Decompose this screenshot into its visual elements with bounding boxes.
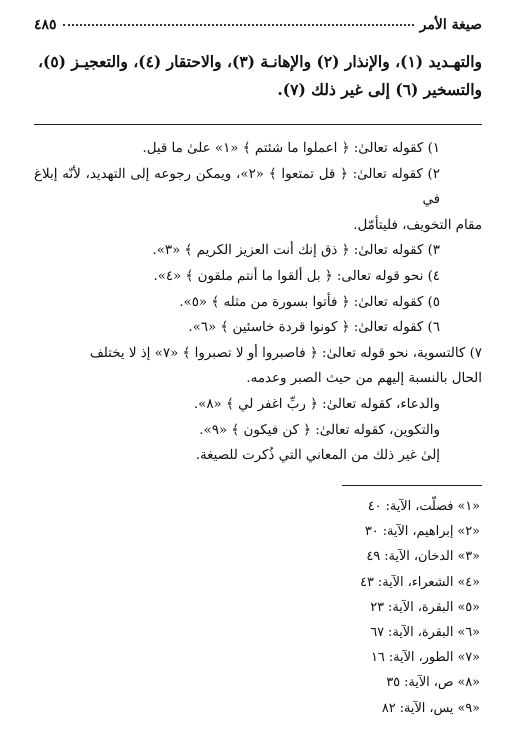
reference-7: «٧» الطور، الآية: ١٦ — [371, 650, 480, 666]
note-supplication: والدعاء، كقوله تعالىٰ: ﴿ ربِّ اغفر لي ﴾ «٨». — [193, 396, 440, 412]
references-separator — [342, 485, 482, 486]
running-title: صيغة الأمر — [419, 17, 482, 33]
reference-6: «٦» البقرة، الآية: ٦٧ — [370, 625, 480, 641]
author-notes — [34, 136, 482, 469]
note-4: ٤) نحو قوله تعالى: ﴿ بل ألقوا ما أنتم ملقون ﴾ «٤». — [153, 268, 440, 284]
note-1: ١) كقوله تعالىٰ: ﴿ اعملوا ما شئتم ﴾ «١» علىٰ ما قيل. — [142, 141, 440, 156]
page-header — [34, 14, 482, 36]
reference-8: «٨» ص، الآية: ٣٥ — [386, 675, 480, 691]
note-2: ٢) كقوله تعالىٰ: ﴿ قل تمتعوا ﴾ «٢»، ويمكن رجوعه إلى التهديد، لأنّه إبلاغ في — [34, 166, 440, 208]
reference-2: «٢» إبراهيم، الآية: ٣٠ — [364, 524, 480, 540]
note-6: ٦) كقوله تعالىٰ: ﴿ كونوا قردة خاسئين ﴾ «٦». — [188, 320, 440, 336]
notes-separator — [34, 124, 482, 125]
main-text-line-1: والتهـديد (١)، والإنذار (٢) والإهانـة (٣)، والاحتقار (٤)، والتعجيـز (٥)، — [37, 52, 482, 71]
note-7: ٧) كالتسوية، نحو قوله تعالىٰ: ﴿ فاصبروا أو لا تصبروا ﴾ «٧» إذ لا يختلف — [89, 345, 482, 361]
leader-dots — [63, 24, 414, 26]
main-text-line-2: والتسخير (٦) إلى غير ذلك (٧). — [277, 80, 482, 99]
note-3: ٣) كقوله تعالىٰ: ﴿ ذق إنك أنت العزيز الكريم ﴾ «٣». — [152, 243, 440, 259]
reference-9: «٩» يس، الآية: ٨٢ — [381, 700, 480, 716]
page-number: ٤٨٥ — [34, 17, 57, 33]
note-5: ٥) كقوله تعالىٰ: ﴿ فأتوا بسورة من مثله ﴾ «٥». — [179, 294, 440, 310]
main-text — [34, 48, 482, 104]
note-7-continued: الحال بالنسبة إليهم من حيث الصبر وعدمه. — [246, 371, 482, 387]
note-creation: والتكوين، كقوله تعالىٰ: ﴿ كن فيكون ﴾ «٩». — [199, 422, 440, 438]
reference-3: «٣» الدخان، الآية: ٤٩ — [366, 549, 480, 565]
references-list — [200, 494, 480, 721]
reference-5: «٥» البقرة، الآية: ٢٣ — [370, 599, 480, 615]
note-2-continued: مقام التخويف، فليتأمّل. — [353, 217, 482, 233]
reference-4: «٤» الشعراء، الآية: ٤٣ — [360, 574, 480, 590]
note-closing: إلىٰ غير ذلك من المعاني التي ذُكرت للصيغة. — [195, 448, 440, 464]
reference-1: «١» فصلّت، الآية: ٤٠ — [367, 499, 480, 514]
